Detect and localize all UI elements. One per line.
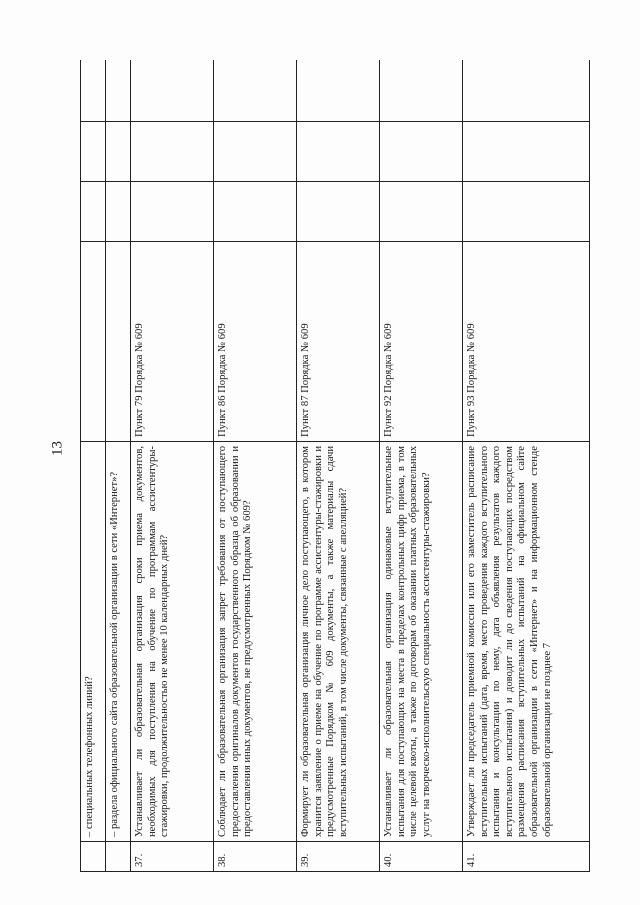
question-cell: – специальных телефонных линий? bbox=[81, 442, 106, 842]
checklist-table bbox=[80, 60, 590, 872]
reference-cell: Пункт 93 Порядка № 609 bbox=[463, 242, 590, 442]
question-cell: Устанавливает ли образовательная организация сроки приема документов, необходимых для поступления на обучение по программам ассистентуры-стажировки, продолжительностью не менее 10 календарных дней? bbox=[131, 442, 214, 842]
note-cell bbox=[297, 60, 380, 122]
reference-cell: Пункт 86 Порядка № 609 bbox=[214, 242, 297, 442]
note-cell bbox=[106, 60, 131, 122]
reference-cell: Пункт 87 Порядка № 609 bbox=[297, 242, 380, 442]
note-cell bbox=[81, 60, 106, 122]
page-number: 13 bbox=[49, 441, 66, 456]
reference-cell: Пункт 79 Порядка № 609 bbox=[131, 242, 214, 442]
table-row bbox=[81, 60, 106, 872]
answer-cell bbox=[380, 182, 463, 242]
question-cell: Устанавливает ли образовательная организация одинаковые вступительные испытания для поступающих на места в пределах контрольных цифр приема, в том числе целевой квоты, а также по договорам об оказании платных образовательных услуг на творческо-исполнительскую специальность ассистентуры-стажировки? bbox=[380, 442, 463, 842]
reference-cell bbox=[81, 242, 106, 442]
question-cell: Соблюдает ли образовательная организация запрет требования от поступающего предоставления оригиналов документов государственного образца об образовании и предоставления иных документов, не предусмотренных Порядком № 609? bbox=[214, 442, 297, 842]
note-cell bbox=[131, 60, 214, 122]
table-row bbox=[297, 60, 380, 872]
question-cell: Формирует ли образовательная организация личное дело поступающего, в котором хранится заявление о приеме на обучение по программе ассистентуры-стажировки и предусмотренные Порядком № 609 документы, а также материалы сдачи вступительных испытаний, в том числе документы, связанные с апелляцией? bbox=[297, 442, 380, 842]
question-cell: – раздела официального сайта образовательной организации в сети «Интернет»? bbox=[106, 442, 131, 842]
reference-cell bbox=[106, 242, 131, 442]
note-cell bbox=[463, 60, 590, 122]
answer-cell bbox=[81, 122, 106, 182]
question-cell: Утверждает ли председатель приемной комиссии или его заместитель расписание вступительных испытаний (дата, время, место проведения каждого вступительного испытания и консультации по нему, дата объявления результатов каждого вступительного испытания) и доводит ли до сведения поступающих посредством размещения расписания вступительных испытаний на официальном сайте образовательной организации в сети «Интернет» и на информационном стенде образовательной организации не позднее 7 bbox=[463, 442, 590, 842]
row-number: 39. bbox=[297, 842, 380, 872]
answer-cell bbox=[106, 182, 131, 242]
row-number bbox=[106, 842, 131, 872]
reference-cell: Пункт 92 Порядка № 609 bbox=[380, 242, 463, 442]
table-row bbox=[131, 60, 214, 872]
table-row bbox=[214, 60, 297, 872]
row-number: 37. bbox=[131, 842, 214, 872]
table-row bbox=[106, 60, 131, 872]
answer-cell bbox=[463, 182, 590, 242]
answer-cell bbox=[131, 182, 214, 242]
table-row bbox=[463, 60, 590, 872]
note-cell bbox=[214, 60, 297, 122]
checklist-sheet bbox=[80, 60, 628, 872]
table-row bbox=[380, 60, 463, 872]
answer-cell bbox=[463, 122, 590, 182]
answer-cell bbox=[81, 182, 106, 242]
answer-cell bbox=[106, 122, 131, 182]
answer-cell bbox=[214, 182, 297, 242]
answer-cell bbox=[131, 122, 214, 182]
row-number: 40. bbox=[380, 842, 463, 872]
row-number bbox=[81, 842, 106, 872]
table-rotator bbox=[80, 60, 628, 872]
row-number: 41. bbox=[463, 842, 590, 872]
row-number: 38. bbox=[214, 842, 297, 872]
answer-cell bbox=[380, 122, 463, 182]
answer-cell bbox=[297, 182, 380, 242]
note-cell bbox=[380, 60, 463, 122]
answer-cell bbox=[214, 122, 297, 182]
answer-cell bbox=[297, 122, 380, 182]
